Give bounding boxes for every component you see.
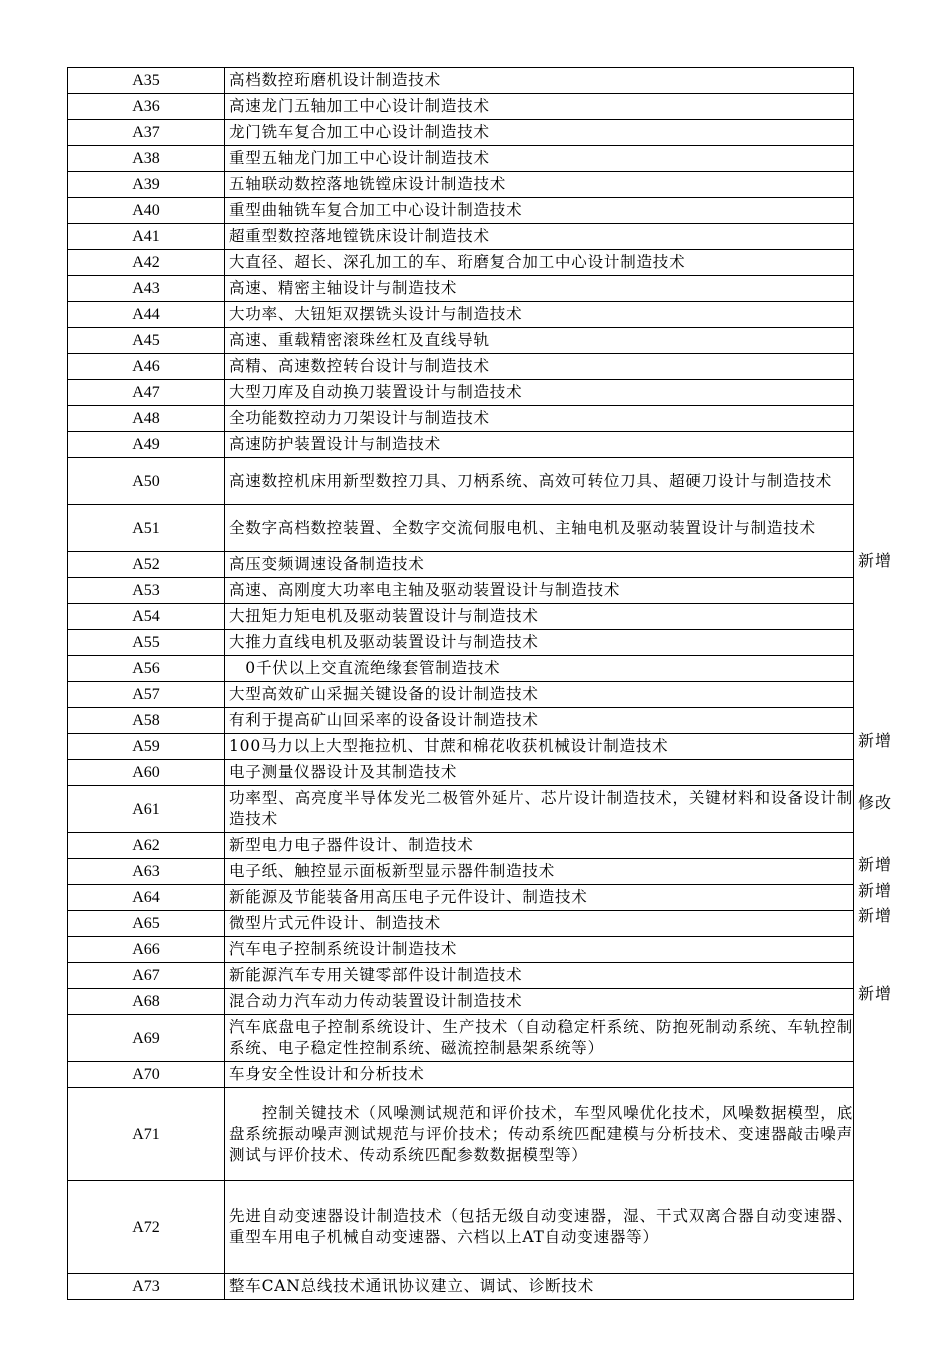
- item-description: 大扭矩力矩电机及驱动装置设计与制造技术: [225, 604, 854, 630]
- table-row: [68, 989, 854, 1015]
- table-row: [68, 1181, 854, 1274]
- table-row: [68, 354, 854, 380]
- item-description: 大推力直线电机及驱动装置设计与制造技术: [225, 630, 854, 656]
- item-code: A50: [68, 458, 225, 505]
- table-row: [68, 328, 854, 354]
- item-code: A52: [68, 552, 225, 578]
- table-row: [68, 1015, 854, 1062]
- item-description: 高速防护装置设计与制造技术: [225, 432, 854, 458]
- table-row: [68, 276, 854, 302]
- table-row: [68, 708, 854, 734]
- item-code: A48: [68, 406, 225, 432]
- item-code: A44: [68, 302, 225, 328]
- table-row: [68, 172, 854, 198]
- item-description: 新型电力电子器件设计、制造技术: [225, 833, 854, 859]
- item-code: A36: [68, 94, 225, 120]
- item-description: 功率型、高亮度半导体发光二极管外延片、芯片设计制造技术，关键材料和设备设计制造技术: [225, 786, 854, 833]
- item-description: 先进自动变速器设计制造技术（包括无级自动变速器，湿、干式双离合器自动变速器、重型车用电子机械自动变速器、六档以上AT自动变速器等）: [225, 1181, 854, 1274]
- item-code: A43: [68, 276, 225, 302]
- item-description: 大型高效矿山采掘关键设备的设计制造技术: [225, 682, 854, 708]
- tech-table-body: [68, 68, 854, 1300]
- item-description: 车身安全性设计和分析技术: [225, 1062, 854, 1088]
- item-code: A53: [68, 578, 225, 604]
- note-a65: 新增: [858, 906, 893, 925]
- table-row: [68, 734, 854, 760]
- item-code: A49: [68, 432, 225, 458]
- item-description: 高速、精密主轴设计与制造技术: [225, 276, 854, 302]
- table-row: [68, 458, 854, 505]
- item-code: A59: [68, 734, 225, 760]
- item-description: 龙门铣车复合加工中心设计制造技术: [225, 120, 854, 146]
- table-row: [68, 120, 854, 146]
- item-description: 高速数控机床用新型数控刀具、刀柄系统、高效可转位刀具、超硬刀设计与制造技术: [225, 458, 854, 505]
- table-row: [68, 937, 854, 963]
- table-row: [68, 911, 854, 937]
- item-code: A41: [68, 224, 225, 250]
- item-code: A40: [68, 198, 225, 224]
- item-code: A66: [68, 937, 225, 963]
- note-a61: 修改: [858, 793, 893, 812]
- item-description: 电子测量仪器设计及其制造技术: [225, 760, 854, 786]
- note-a68: 新增: [858, 984, 893, 1003]
- item-description: 0千伏以上交直流绝缘套管制造技术: [225, 656, 854, 682]
- item-description: 汽车电子控制系统设计制造技术: [225, 937, 854, 963]
- item-description: 高精、高速数控转台设计与制造技术: [225, 354, 854, 380]
- item-description: 重型五轴龙门加工中心设计制造技术: [225, 146, 854, 172]
- table-row: [68, 146, 854, 172]
- item-code: A46: [68, 354, 225, 380]
- table-row: [68, 302, 854, 328]
- table-row: [68, 859, 854, 885]
- item-code: A55: [68, 630, 225, 656]
- item-description: 大直径、超长、深孔加工的车、珩磨复合加工中心设计制造技术: [225, 250, 854, 276]
- note-a63: 新增: [858, 855, 893, 874]
- note-a52: 新增: [858, 551, 893, 570]
- table-row: [68, 1062, 854, 1088]
- item-description: 新能源及节能装备用高压电子元件设计、制造技术: [225, 885, 854, 911]
- table-row: [68, 604, 854, 630]
- item-description: 整车CAN总线技术通讯协议建立、调试、诊断技术: [225, 1274, 854, 1300]
- table-row: [68, 68, 854, 94]
- item-code: A58: [68, 708, 225, 734]
- table-row: [68, 656, 854, 682]
- item-description: 大型刀库及自动换刀装置设计与制造技术: [225, 380, 854, 406]
- item-code: A72: [68, 1181, 225, 1274]
- item-description: 新能源汽车专用关键零部件设计制造技术: [225, 963, 854, 989]
- item-code: A42: [68, 250, 225, 276]
- item-description: 高档数控珩磨机设计制造技术: [225, 68, 854, 94]
- item-code: A68: [68, 989, 225, 1015]
- table-row: [68, 198, 854, 224]
- item-description: 高压变频调速设备制造技术: [225, 552, 854, 578]
- table-row: [68, 505, 854, 552]
- item-code: A38: [68, 146, 225, 172]
- table-row: [68, 406, 854, 432]
- item-description: 全数字高档数控装置、全数字交流伺服电机、主轴电机及驱动装置设计与制造技术: [225, 505, 854, 552]
- table-row: [68, 760, 854, 786]
- item-code: A47: [68, 380, 225, 406]
- item-description: 汽车底盘电子控制系统设计、生产技术（自动稳定杆系统、防抱死制动系统、车轨控制系统、电子稳定性控制系统、磁流控制悬架系统等）: [225, 1015, 854, 1062]
- table-row: [68, 682, 854, 708]
- item-description: 超重型数控落地镗铣床设计制造技术: [225, 224, 854, 250]
- table-row: [68, 432, 854, 458]
- item-code: A65: [68, 911, 225, 937]
- item-code: A54: [68, 604, 225, 630]
- table-row: [68, 630, 854, 656]
- item-code: A63: [68, 859, 225, 885]
- table-row: [68, 1274, 854, 1300]
- item-code: A60: [68, 760, 225, 786]
- item-description: 重型曲轴铣车复合加工中心设计制造技术: [225, 198, 854, 224]
- item-description: 微型片式元件设计、制造技术: [225, 911, 854, 937]
- item-code: A70: [68, 1062, 225, 1088]
- item-code: A45: [68, 328, 225, 354]
- item-code: A39: [68, 172, 225, 198]
- item-description: 电子纸、触控显示面板新型显示器件制造技术: [225, 859, 854, 885]
- item-description: 高速、高刚度大功率电主轴及驱动装置设计与制造技术: [225, 578, 854, 604]
- table-row: [68, 224, 854, 250]
- item-description: 全功能数控动力刀架设计与制造技术: [225, 406, 854, 432]
- item-description: 有利于提高矿山回采率的设备设计制造技术: [225, 708, 854, 734]
- item-description: 高速、重载精密滚珠丝杠及直线导轨: [225, 328, 854, 354]
- table-row: [68, 1088, 854, 1181]
- item-code: A64: [68, 885, 225, 911]
- item-code: A73: [68, 1274, 225, 1300]
- table-row: [68, 963, 854, 989]
- item-code: A56: [68, 656, 225, 682]
- item-description: 混合动力汽车动力传动装置设计制造技术: [225, 989, 854, 1015]
- item-code: A61: [68, 786, 225, 833]
- item-code: A51: [68, 505, 225, 552]
- note-a64: 新增: [858, 881, 893, 900]
- table-row: [68, 552, 854, 578]
- item-description: 100马力以上大型拖拉机、甘蔗和棉花收获机械设计制造技术: [225, 734, 854, 760]
- item-description: 控制关键技术（风噪测试规范和评价技术，车型风噪优化技术，风噪数据模型，底盘系统振动噪声测试规范与评价技术；传动系统匹配建模与分析技术、变速器敲击噪声测试与评价技术、传动系统匹配参数数据模型等）: [225, 1088, 854, 1181]
- item-description: 高速龙门五轴加工中心设计制造技术: [225, 94, 854, 120]
- item-code: A37: [68, 120, 225, 146]
- item-description: 大功率、大钮矩双摆铣头设计与制造技术: [225, 302, 854, 328]
- table-row: [68, 578, 854, 604]
- item-code: A57: [68, 682, 225, 708]
- tech-table: [67, 67, 854, 1300]
- item-code: A69: [68, 1015, 225, 1062]
- item-code: A71: [68, 1088, 225, 1181]
- table-row: [68, 94, 854, 120]
- table-row: [68, 786, 854, 833]
- table-row: [68, 380, 854, 406]
- table-row: [68, 250, 854, 276]
- table-row: [68, 833, 854, 859]
- item-description: 五轴联动数控落地铣镗床设计制造技术: [225, 172, 854, 198]
- table-row: [68, 885, 854, 911]
- note-a59: 新增: [858, 731, 893, 750]
- item-code: A67: [68, 963, 225, 989]
- item-code: A35: [68, 68, 225, 94]
- item-code: A62: [68, 833, 225, 859]
